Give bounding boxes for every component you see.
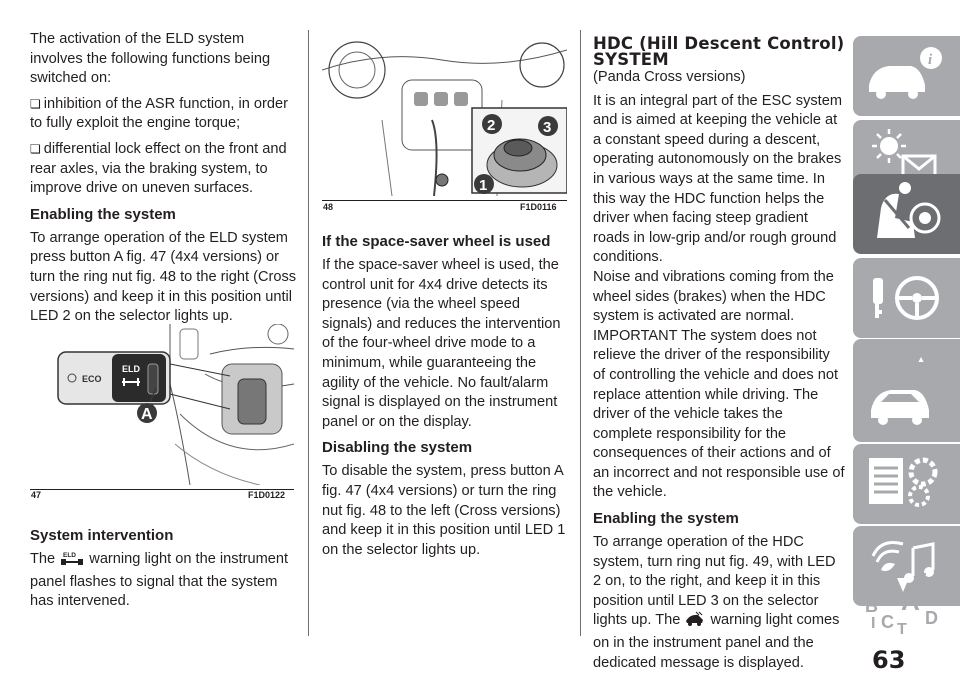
svg-text:T: T <box>897 621 907 636</box>
seat-safety-icon <box>859 178 949 248</box>
spacesaver-heading: If the space-saver wheel is used <box>322 233 551 250</box>
svg-text:D: D <box>925 608 938 628</box>
hdc-para-2: Noise and vibrations coming from the wheel sides (brakes) when the HDC system is activated are normal. <box>593 268 834 325</box>
svg-text:i: i <box>928 52 933 68</box>
intervention-heading: System intervention <box>30 527 174 544</box>
ring-nut-illustration <box>322 30 567 196</box>
fig48-code: F1D0116 <box>520 202 557 212</box>
key-steering-icon <box>859 262 949 332</box>
column-1 <box>30 30 298 333</box>
callout-a: A <box>141 406 153 423</box>
fig47-code: F1D0122 <box>248 490 286 500</box>
bullet-diff-lock: ❏ differential lock effect on the front and rear axles, via the braking system, to improve drive on uneven surfaces. <box>30 140 298 199</box>
eld-intro: The activation of the ELD system involves the following functions being switched on: <box>30 31 271 87</box>
disabling-heading: Disabling the system <box>322 439 473 457</box>
eld-button-illustration <box>30 324 294 485</box>
page-number: 63 <box>872 646 906 674</box>
column-3 <box>593 36 845 673</box>
hdc-para-1: It is an integral part of the ESC system and is aimed at keeping the vehicle at a constant speed during a descent, operating autonomously on the brakes in various ways at the same time. In this way the HDC function helps the driver when facing steep gradient roads in low-grip and/or rough ground conditions. <box>593 92 843 266</box>
intervention-text: The ELD warning light on the instrument panel flashes to signal that the system has intervened. <box>30 551 289 610</box>
eld-label: ELD <box>122 364 140 374</box>
car-info-icon <box>859 40 949 110</box>
hdc-subtitle: (Panda Cross versions) <box>593 69 746 85</box>
callout-3: 3 <box>543 119 552 136</box>
fig47-number: 47 <box>31 490 42 500</box>
svg-text:Z: Z <box>869 571 882 593</box>
eco-label: ECO <box>82 374 102 384</box>
figure-48 <box>322 30 567 196</box>
spacesaver-text: If the space-saver wheel is used, the control unit for 4x4 drive detects its presence (via the wheel speed signals) and reduces the intervention of the four-wheel drive mode to a minimum, while guaranteeing the agility of the vehicle. No fault/alarm signal is displayed on the instrument panel or on the display. <box>322 257 561 430</box>
technical-data-icon <box>859 448 949 518</box>
bullet-asr: ❏ inhibition of the ASR function, in order to fully exploit the engine torque; <box>30 95 298 134</box>
svg-text:E: E <box>915 570 928 590</box>
enabling-text: To arrange operation of the ELD system press button A fig. 47 (4x4 versions) or turn the ring nut fig. 48 to the right (Cross versions) and keep it in this position until LED 2 on the selector lights up. <box>30 229 297 325</box>
hdc-warning-icon <box>684 611 706 634</box>
svg-text:ELD: ELD <box>63 552 77 559</box>
fig48-number: 48 <box>323 202 334 212</box>
svg-text:C: C <box>881 612 894 632</box>
hdc-enabling-text: To arrange operation of the HDC system, turn ring nut fig. 49, with LED 2 on, to the right, and keep it in this position until LED 3 on the selector lights up. The warning light comes on in the instrument panel and the dedicated message is displayed. <box>593 534 840 671</box>
callout-1: 1 <box>479 177 488 194</box>
disabling-text: To disable the system, press button A fig. 47 (4x4 versions) or turn the ring nut fig. 48 to the left (Cross versions) and keep it in this position until LED 1 on the selector lights up. <box>322 463 566 558</box>
svg-text:A: A <box>901 586 920 616</box>
tab-maintenance[interactable] <box>853 362 960 442</box>
callout-2: 2 <box>487 117 496 134</box>
hdc-enabling-heading: Enabling the system <box>593 510 739 528</box>
column-divider-1 <box>308 30 309 636</box>
tab-technical-data[interactable] <box>853 444 960 524</box>
tab-safety[interactable] <box>853 174 960 254</box>
tab-starting-driving[interactable] <box>853 258 960 338</box>
eld-warning-icon <box>59 550 85 573</box>
svg-text:I: I <box>871 615 876 632</box>
hdc-para-3: IMPORTANT The system does not relieve the driver of the responsibility of controlling the vehicle and does not replace attention while driving. The driver of the vehicle takes the complete responsibility for the consequences of their actions and of an incorrect and not responsible use of the vehicle. <box>593 327 845 501</box>
column-1-lower <box>30 522 298 612</box>
index-icon <box>859 566 959 636</box>
car-maintenance-icon <box>859 366 949 436</box>
tab-knowing-your-car[interactable] <box>853 36 960 116</box>
hdc-title: HDC (Hill Descent Control) SYSTEM <box>593 34 845 69</box>
fig48-rule <box>322 200 567 201</box>
figure-47 <box>30 324 294 485</box>
column-divider-2 <box>580 30 581 636</box>
svg-text:B: B <box>865 596 878 616</box>
column-2 <box>322 228 572 566</box>
tab-index[interactable] <box>853 562 960 636</box>
enabling-heading: Enabling the system <box>30 205 176 223</box>
